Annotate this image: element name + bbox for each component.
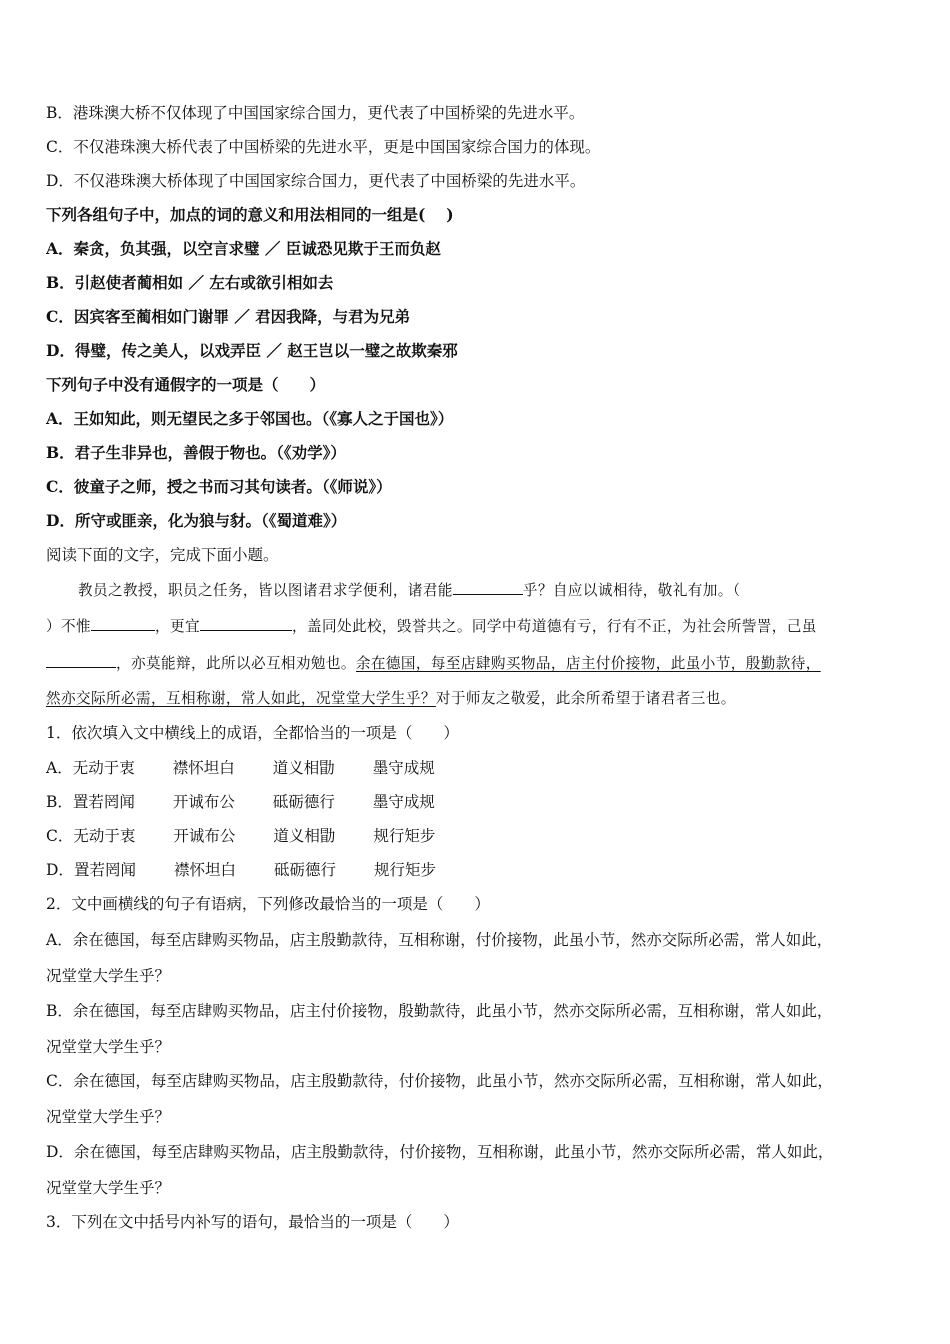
- passage-text: 乎？自应以诚相待，敬礼有加。（: [522, 582, 741, 599]
- passage-text: ）不惟: [46, 618, 91, 635]
- tongjia-option-d: D．所守或匪亲，化为狼与豺。（《蜀道难》）: [46, 511, 347, 530]
- idiom: 墨守成规: [372, 759, 435, 777]
- word-option-d: D．得璧，传之美人，以戏弄臣 ／ 赵王岂以一璧之故欺秦邪: [46, 341, 458, 360]
- passage-text: 教员之教授，职员之任务，皆以图诸君求学便利，诸君能: [78, 582, 453, 599]
- passage-line-4: [46, 689, 736, 709]
- passage-line-2: [46, 616, 817, 637]
- word-option-a: A．秦贪，负其强，以空言求璧 ／ 臣诚恐见欺于王而负赵: [46, 239, 441, 258]
- q2-option-d-line1: D．余在德国，每至店肆购买物品，店主殷勤款待，付价接物，互相称谢，此虽小节，然亦交际所必需，常人如此，: [46, 1143, 834, 1161]
- q1-option-c: [46, 826, 435, 846]
- idiom: 道义相勖: [273, 827, 336, 845]
- word-option-c: C．因宾客至蔺相如门谢罪 ／ 君因我降，与君为兄弟: [46, 307, 411, 326]
- q2-option-a-line1: A．余在德国，每至店肆购买物品，店主殷勤款待，互相称谢，付价接物，此虽小节，然亦交际所必需，常人如此，: [46, 931, 833, 949]
- option-label: D．: [46, 861, 74, 879]
- idiom: 置若罔闻: [72, 793, 135, 811]
- idiom: 砥砺德行: [273, 861, 336, 879]
- question-1-stem: 1．依次填入文中横线上的成语，全都恰当的一项是（ ）: [46, 724, 459, 742]
- q1-option-d: [46, 860, 436, 880]
- question-2-stem: 2．文中画横线的句子有语病，下列修改最恰当的一项是（ ）: [46, 895, 490, 913]
- idiom: 开诚布公: [172, 793, 235, 811]
- underlined-sentence: 然亦交际所必需，互相称谢，常人如此，况堂堂大学生乎？: [46, 690, 436, 707]
- question-word-meaning-stem: 下列各组句子中，加点的词的意义和用法相同的一组是( ): [46, 205, 454, 224]
- prev-option-d: D．不仅港珠澳大桥体现了中国国家综合国力，更代表了中国桥梁的先进水平。: [46, 172, 586, 190]
- passage-line-1: [78, 580, 740, 601]
- q2-option-b-line1: B．余在德国，每至店肆购买物品，店主付价接物，殷勤款待，此虽小节，然亦交际所必需，互相称谢，常人如此，: [46, 1002, 833, 1020]
- blank-3: [200, 616, 292, 631]
- idiom: 无动于衷: [72, 759, 135, 777]
- question-3-stem: 3．下列在文中括号内补写的语句，最恰当的一项是（ ）: [46, 1213, 459, 1231]
- option-label: B．: [46, 793, 73, 811]
- q1-option-a: [46, 758, 435, 778]
- idiom: 规行矩步: [373, 861, 436, 879]
- blank-2: [91, 616, 155, 631]
- question-tongjia-stem: 下列句子中没有通假字的一项是（ ）: [46, 375, 326, 394]
- underlined-sentence: 余在德国，每至店肆购买物品，店主付价接物，此虽小节，殷勤款待，: [355, 655, 821, 672]
- q1-option-b: [46, 792, 435, 812]
- passage-text: ，盖同处此校，毁誉共之。同学中苟道德有亏，行有不正，为社会所訾詈，己虽: [291, 618, 817, 635]
- blank-1: [453, 580, 523, 595]
- idiom: 置若罔闻: [73, 861, 136, 879]
- idiom: 襟怀坦白: [172, 759, 235, 777]
- tongjia-option-c: C．彼童子之师，授之书而习其句读者。（《师说》）: [46, 477, 392, 496]
- passage-line-3: [46, 653, 821, 674]
- option-label: A．: [46, 759, 73, 777]
- option-label: C．: [46, 827, 74, 845]
- tongjia-option-b: B．君子生非异也，善假于物也。（《劝学》）: [46, 443, 346, 462]
- passage-text: ，亦莫能辩，此所以必互相劝勉也。: [116, 655, 356, 672]
- q2-option-d-line2: 况堂堂大学生乎？: [46, 1179, 171, 1197]
- blank-4: [46, 653, 116, 668]
- idiom: 襟怀坦白: [173, 861, 236, 879]
- q2-option-c-line1: C．余在德国，每至店肆购买物品，店主殷勤款待，付价接物，此虽小节，然亦交际所必需，互相称谢，常人如此，: [46, 1072, 833, 1090]
- prev-option-b: B．港珠澳大桥不仅体现了中国国家综合国力，更代表了中国桥梁的先进水平。: [46, 104, 585, 122]
- tongjia-option-a: A．王如知此，则无望民之多于邻国也。（《寡人之于国也》）: [46, 409, 454, 428]
- idiom: 砥砺德行: [272, 793, 335, 811]
- q2-option-b-line2: 况堂堂大学生乎？: [46, 1038, 171, 1056]
- prev-option-c: C．不仅港珠澳大桥代表了中国桥梁的先进水平，更是中国国家综合国力的体现。: [46, 138, 601, 156]
- idiom: 开诚布公: [173, 827, 236, 845]
- q2-option-c-line2: 况堂堂大学生乎？: [46, 1108, 171, 1126]
- word-option-b: B．引赵使者蔺相如 ／ 左右或欲引相如去: [46, 273, 334, 292]
- q2-option-a-line2: 况堂堂大学生乎？: [46, 967, 171, 985]
- idiom: 规行矩步: [373, 827, 436, 845]
- passage-text: 对于师友之敬爱，此余所希望于诸君者三也。: [435, 690, 736, 707]
- idiom: 道义相勖: [272, 759, 335, 777]
- idiom: 墨守成规: [372, 793, 435, 811]
- idiom: 无动于衷: [73, 827, 136, 845]
- passage-text: ，更宜: [154, 618, 200, 635]
- reading-intro: 阅读下面的文字，完成下面小题。: [46, 546, 279, 564]
